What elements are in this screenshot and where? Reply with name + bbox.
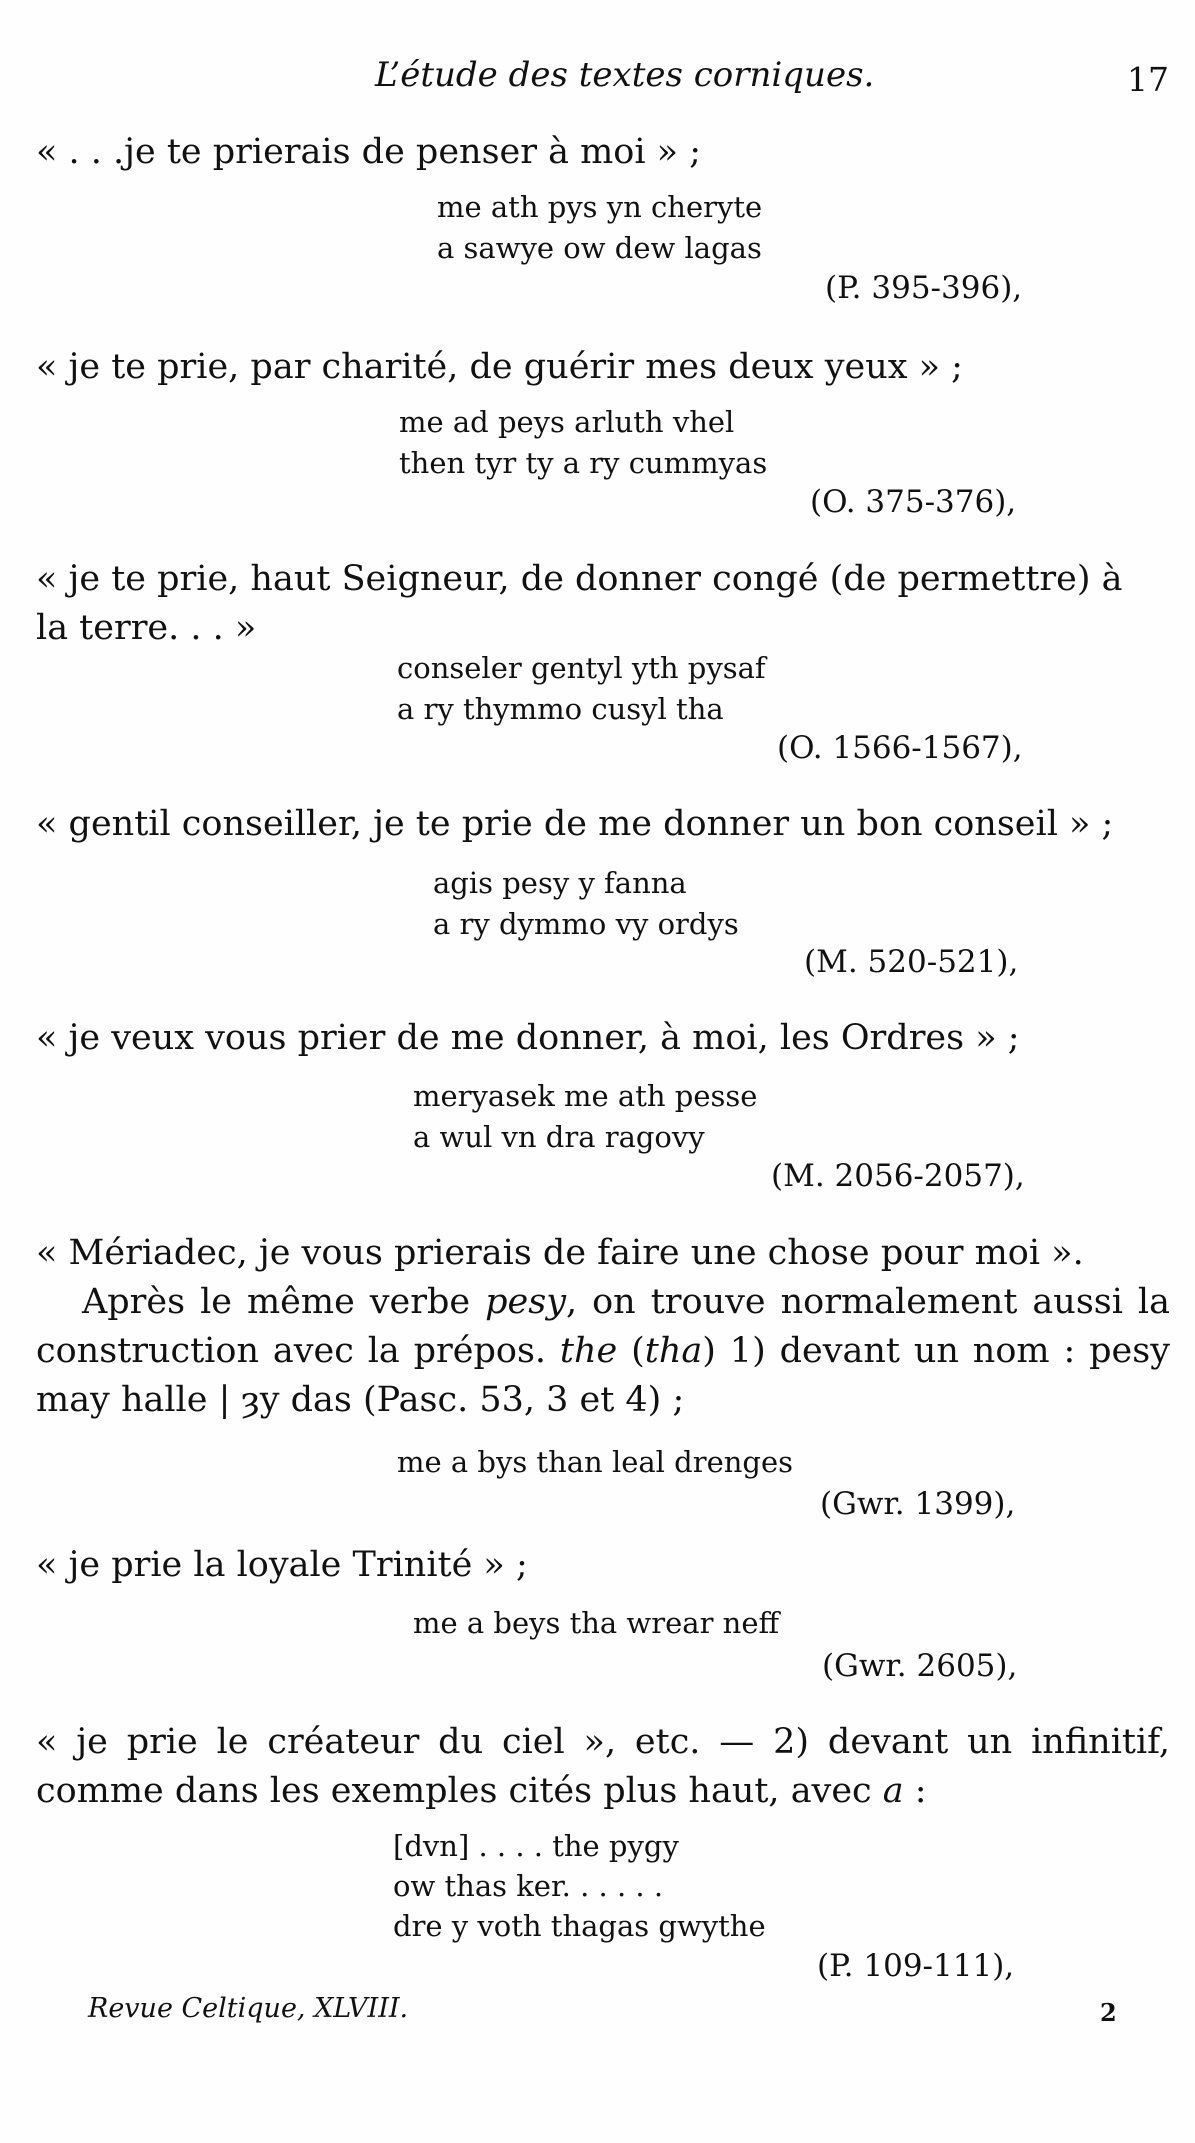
example-8-ref: (P. 109-111), — [817, 1948, 1015, 1984]
page-number: 17 — [1127, 60, 1169, 99]
example-3-ref: (O. 1566-1567), — [777, 730, 1023, 766]
quote-7: « je prie la loyale Trinité » ; — [36, 1545, 528, 1585]
example-4-ref: (M. 520-521), — [804, 944, 1019, 980]
quote-2: « je te prie, par charité, de guérir mes deux yeux » ; — [36, 347, 963, 387]
example-3-line-2: a ry thymmo cusyl tha — [397, 692, 724, 726]
signature-mark: 2 — [1100, 1998, 1117, 2027]
example-8-line-3: dre y voth thagas gwythe — [393, 1909, 766, 1943]
example-6-line-1: me a bys than leal drenges — [397, 1445, 794, 1479]
example-1-line-1: me ath pys yn cheryte — [437, 190, 763, 224]
example-3-line-1: conseler gentyl yth pysaf — [397, 651, 766, 685]
quote-1: « . . .je te prierais de penser à moi » ; — [36, 132, 702, 172]
quote-6: « Mériadec, je vous prierais de faire une chose pour moi ». — [36, 1233, 1084, 1273]
example-7-ref: (Gwr. 2605), — [822, 1648, 1018, 1684]
example-4-line-2: a ry dymmo vy ordys — [433, 907, 739, 941]
paragraph-1: Après le même verbe pesy, on trouve normalement aussi la construction avec la prépos. the (tha) 1) devant un nom : pesy may halle | ȝy das (Pasc. 53, 3 et 4) ; — [36, 1282, 1170, 1420]
example-5-line-2: a wul vn dra ragovy — [413, 1120, 705, 1154]
example-2-ref: (O. 375-376), — [810, 484, 1017, 520]
example-5-line-1: meryasek me ath pesse — [413, 1079, 758, 1113]
example-1-line-2: a sawye ow dew lagas — [437, 231, 762, 265]
running-title: L’étude des textes corniques. — [375, 55, 875, 95]
example-5-ref: (M. 2056-2057), — [771, 1158, 1025, 1194]
example-8-line-1: [dvn] . . . . the pygy — [393, 1829, 679, 1863]
example-7-line-1: me a beys tha wrear neff — [413, 1606, 780, 1640]
quote-4: « gentil conseiller, je te prie de me donner un bon conseil » ; — [36, 804, 1114, 844]
example-6-ref: (Gwr. 1399), — [820, 1486, 1016, 1522]
journal-footer: Revue Celtique, XLVIII. — [88, 1993, 409, 2024]
example-1-ref: (P. 395-396), — [825, 270, 1023, 306]
quote-5: « je veux vous prier de me donner, à moi, les Ordres » ; — [36, 1018, 1020, 1058]
quote-3-line-2: la terre. . . » — [36, 608, 257, 648]
paragraph-2: « je prie le créateur du ciel », etc. — 2) devant un infinitif, comme dans les exemples cités plus haut, avec a : — [36, 1722, 1170, 1811]
example-2-line-2: then tyr ty a ry cummyas — [399, 446, 768, 480]
example-2-line-1: me ad peys arluth vhel — [399, 405, 735, 439]
example-8-line-2: ow thas ker. . . . . . — [393, 1869, 664, 1903]
quote-3-line-1: « je te prie, haut Seigneur, de donner congé (de permettre) à — [36, 559, 1123, 599]
example-4-line-1: agis pesy y fanna — [433, 866, 687, 900]
